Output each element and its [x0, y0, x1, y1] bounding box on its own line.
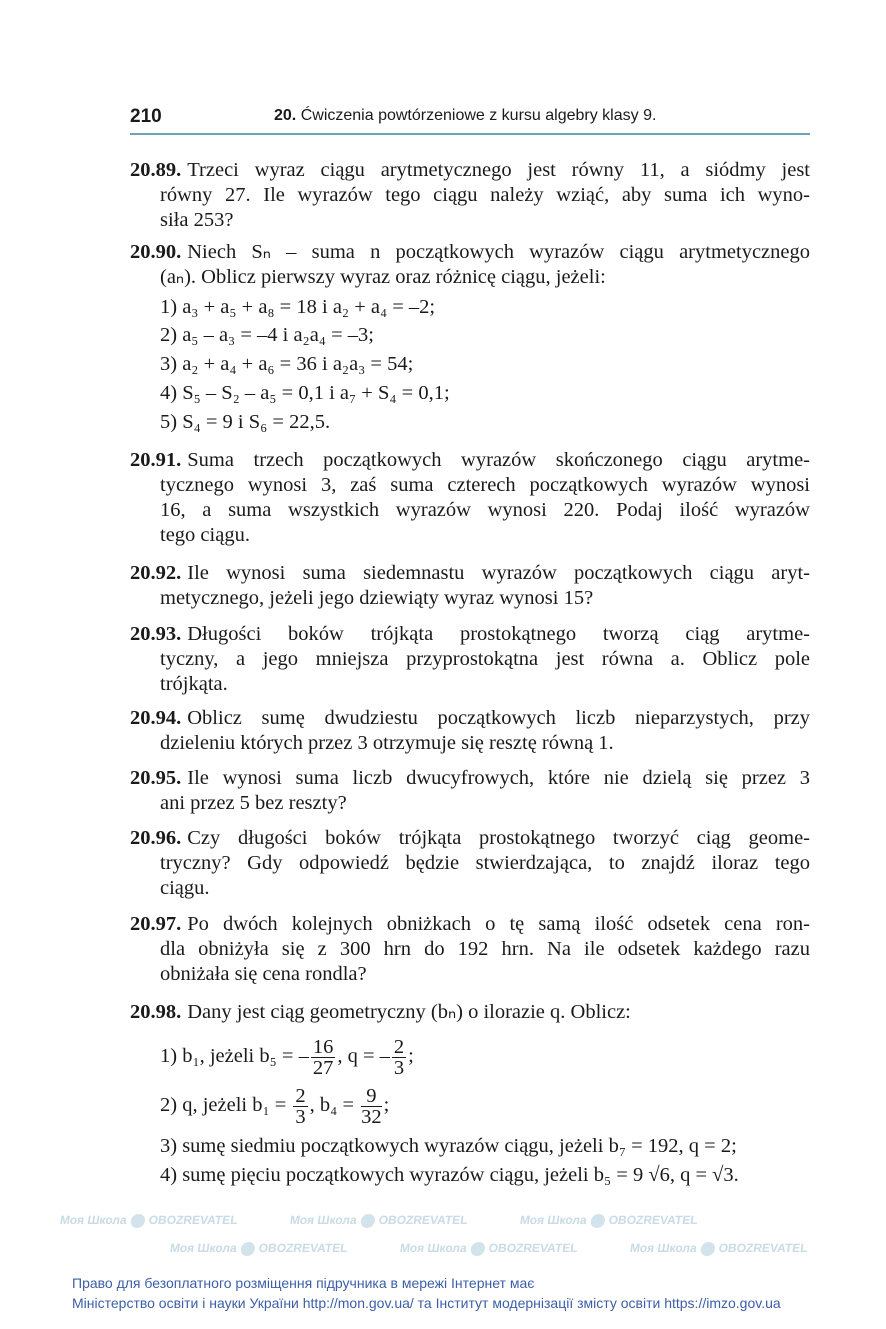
problem-p89-line: równy 27. Ile wyrazów tego ciągu należy wziąć, aby suma ich wyno- [160, 184, 810, 206]
watermark-logo-icon [470, 1242, 486, 1256]
problem-number: 20.91. [130, 449, 182, 471]
problem-p92-line: metycznego, jeżeli jego dziewiąty wyraz wynosi 15? [160, 587, 594, 609]
problem-p92-line [130, 561, 810, 586]
fraction [293, 1086, 307, 1127]
problem-p97-line: obniżała się cena rondla? [160, 963, 367, 985]
chapter-title [274, 107, 656, 125]
problem-number: 20.94. [130, 707, 182, 729]
problem-20-98-item-4: 4) sumę pięciu początkowych wyrazów ciągu, jeżeli b₅ = 9 √6, q = √3. [160, 1164, 739, 1186]
watermark-logo-icon [240, 1242, 256, 1256]
problem-text: Trzeci wyraz ciągu arytmetycznego jest równy 11, a siódmy jest [187, 159, 810, 181]
numerator: 2 [393, 1035, 405, 1058]
problem-text: Ile wynosi suma liczb dwucyfrowych, które nie dzielą się przez 3 [187, 767, 810, 789]
watermark [169, 1240, 349, 1256]
watermark [399, 1240, 579, 1256]
problem-p91-line: tycznego wynosi 3, zaś suma czterech początkowych wyrazów wynosi [160, 474, 810, 496]
problem-p93-line: tyczny, a jego mniejsza przyprostokątna jest równa a. Oblicz pole [160, 648, 810, 670]
problem-p91-line: tego ciągu. [160, 524, 250, 546]
denominator: 3 [393, 1056, 405, 1079]
problem-text: Ile wynosi suma siedemnastu wyrazów początkowych ciągu aryt- [187, 562, 810, 584]
problem-p94-line [130, 706, 810, 731]
watermark [59, 1212, 239, 1228]
watermark [629, 1240, 809, 1256]
problem-p90-line: (aₙ). Oblicz pierwszy wyraz oraz różnicę ciągu, jeżeli: [160, 266, 606, 288]
fraction [392, 1037, 406, 1078]
numerator: 2 [295, 1084, 306, 1107]
watermark-brand: OBOZREVATEL [487, 1241, 579, 1255]
fraction [311, 1037, 336, 1078]
watermark-logo-icon [700, 1242, 716, 1256]
problem-p95-line [130, 766, 810, 791]
page-number: 210 [130, 106, 162, 127]
watermark [519, 1212, 699, 1228]
problem-p90-line [130, 240, 810, 265]
problem-p96-line: ciągu. [160, 877, 210, 899]
problem-text: Oblicz sumę dwudziestu początkowych liczb nieparzystych, przy [187, 707, 810, 729]
problem-p91-line: 16, a suma wszystkich wyrazów wynosi 220. Podaj ilość wyrazów [160, 499, 810, 521]
problem-number: 20.89. [130, 159, 182, 181]
numerator: 9 [361, 1086, 382, 1107]
watermark-brand: Моя Школа [289, 1213, 358, 1227]
problem-p90-item: 4) S₅ – S₂ – a₅ = 0,1 i a₇ + S₄ = 0,1; [160, 382, 450, 404]
denominator: 27 [312, 1056, 334, 1079]
chapter-number: 20. [274, 107, 297, 124]
watermark-brand: OBOZREVATEL [257, 1241, 349, 1255]
problem-p90-item: 2) a₅ – a₃ = –4 i a₂a₄ = –3; [160, 324, 374, 346]
problem-p90-item: 1) a₃ + a₅ + a₈ = 18 i a₂ + a₄ = –2; [160, 296, 436, 318]
watermark-brand: Моя Школа [169, 1241, 238, 1255]
problem-p89-line: siła 253? [160, 209, 234, 231]
watermark-brand: OBOZREVATEL [717, 1241, 809, 1255]
fraction [361, 1086, 382, 1127]
problem-p93-line: trójkąta. [160, 673, 228, 695]
problem-text: Niech Sₙ – suma n początkowych wyrazów ciągu arytmetycznego [187, 241, 810, 263]
header-rule [130, 133, 810, 135]
problem-20-98-item-2 [160, 1083, 810, 1129]
problem-20-98-item-1 [160, 1034, 810, 1080]
problem-p93-line [130, 622, 810, 647]
numerator: 16 [312, 1035, 334, 1058]
problem-p90-item: 3) a₂ + a₄ + a₆ = 36 i a₂a₃ = 54; [160, 353, 414, 375]
problem-p97-line [130, 912, 810, 937]
problem-p90-item: 5) S₄ = 9 i S₆ = 22,5. [160, 411, 331, 433]
watermark-brand: Моя Школа [519, 1213, 588, 1227]
watermark-logo-icon [130, 1214, 146, 1228]
item-text: , b₄ = [309, 1094, 360, 1116]
problem-text: Suma trzech początkowych wyrazów skończonego ciągu arytme- [187, 449, 810, 471]
item-text: ; [408, 1045, 414, 1067]
watermark-brand: Моя Школа [59, 1213, 128, 1227]
problem-number: 20.92. [130, 562, 182, 584]
denominator: 32 [361, 1105, 382, 1128]
watermark-brand: OBOZREVATEL [607, 1213, 699, 1227]
watermark-brand: OBOZREVATEL [377, 1213, 469, 1227]
problem-p89-line [130, 158, 810, 183]
problem-number: 20.98. [130, 1001, 182, 1023]
watermark-brand: Моя Школа [629, 1241, 698, 1255]
problem-number: 20.95. [130, 767, 182, 789]
problem-p97-line: dla obniżyła się z 300 hrn do 192 hrn. Na ile odsetek każdego razu [160, 938, 810, 960]
problem-number: 20.90. [130, 241, 182, 263]
problem-text: Po dwóch kolejnych obniżkach o tę samą ilość odsetek cena ron- [187, 913, 810, 935]
problem-number: 20.96. [130, 827, 182, 849]
watermark-logo-icon [590, 1214, 606, 1228]
item-text: 1) b₁, jeżeli b₅ = – [160, 1045, 309, 1067]
problem-number: 20.93. [130, 623, 182, 645]
item-text: , q = – [337, 1045, 390, 1067]
problem-text: Długości boków trójkąta prostokątnego tworzą ciąg arytme- [187, 623, 810, 645]
item-text: 2) q, jeżeli b₁ = [160, 1094, 292, 1116]
problem-p96-line [130, 826, 810, 851]
problem-p96-line: tryczny? Gdy odpowiedź będzie stwierdzająca, to znajdź iloraz tego [160, 852, 810, 874]
problem-text: Czy długości boków trójkąta prostokątnego tworzyć ciąg geome- [187, 827, 810, 849]
problem-p91-line [130, 448, 810, 473]
problem-text: Dany jest ciąg geometryczny (bₙ) o ilorazie q. Oblicz: [187, 1001, 631, 1023]
watermark-brand: Моя Школа [399, 1241, 468, 1255]
watermark [289, 1212, 469, 1228]
problem-20-98-item-3: 3) sumę siedmiu początkowych wyrazów ciągu, jeżeli b₇ = 192, q = 2; [160, 1135, 737, 1157]
problem-p95-line: ani przez 5 bez reszty? [160, 792, 347, 814]
footer-line-1: Право для безоплатного розміщення підручника в мережі Інтернет має [72, 1275, 535, 1291]
watermark-logo-icon [360, 1214, 376, 1228]
watermark-brand: OBOZREVATEL [147, 1213, 239, 1227]
problem-p98-line [130, 1000, 810, 1025]
chapter-title-text: Ćwiczenia powtórzeniowe z kursu algebry klasy 9. [300, 107, 657, 124]
denominator: 3 [295, 1105, 306, 1128]
footer-line-2: Міністерство освіти і науки України http://mon.gov.ua/ та Інститут модернізації змісту освіти https://imzo.gov.ua [72, 1295, 781, 1311]
problem-p94-line: dzieleniu których przez 3 otrzymuje się resztę równą 1. [160, 732, 614, 754]
item-text: ; [383, 1094, 390, 1116]
problem-number: 20.97. [130, 913, 182, 935]
